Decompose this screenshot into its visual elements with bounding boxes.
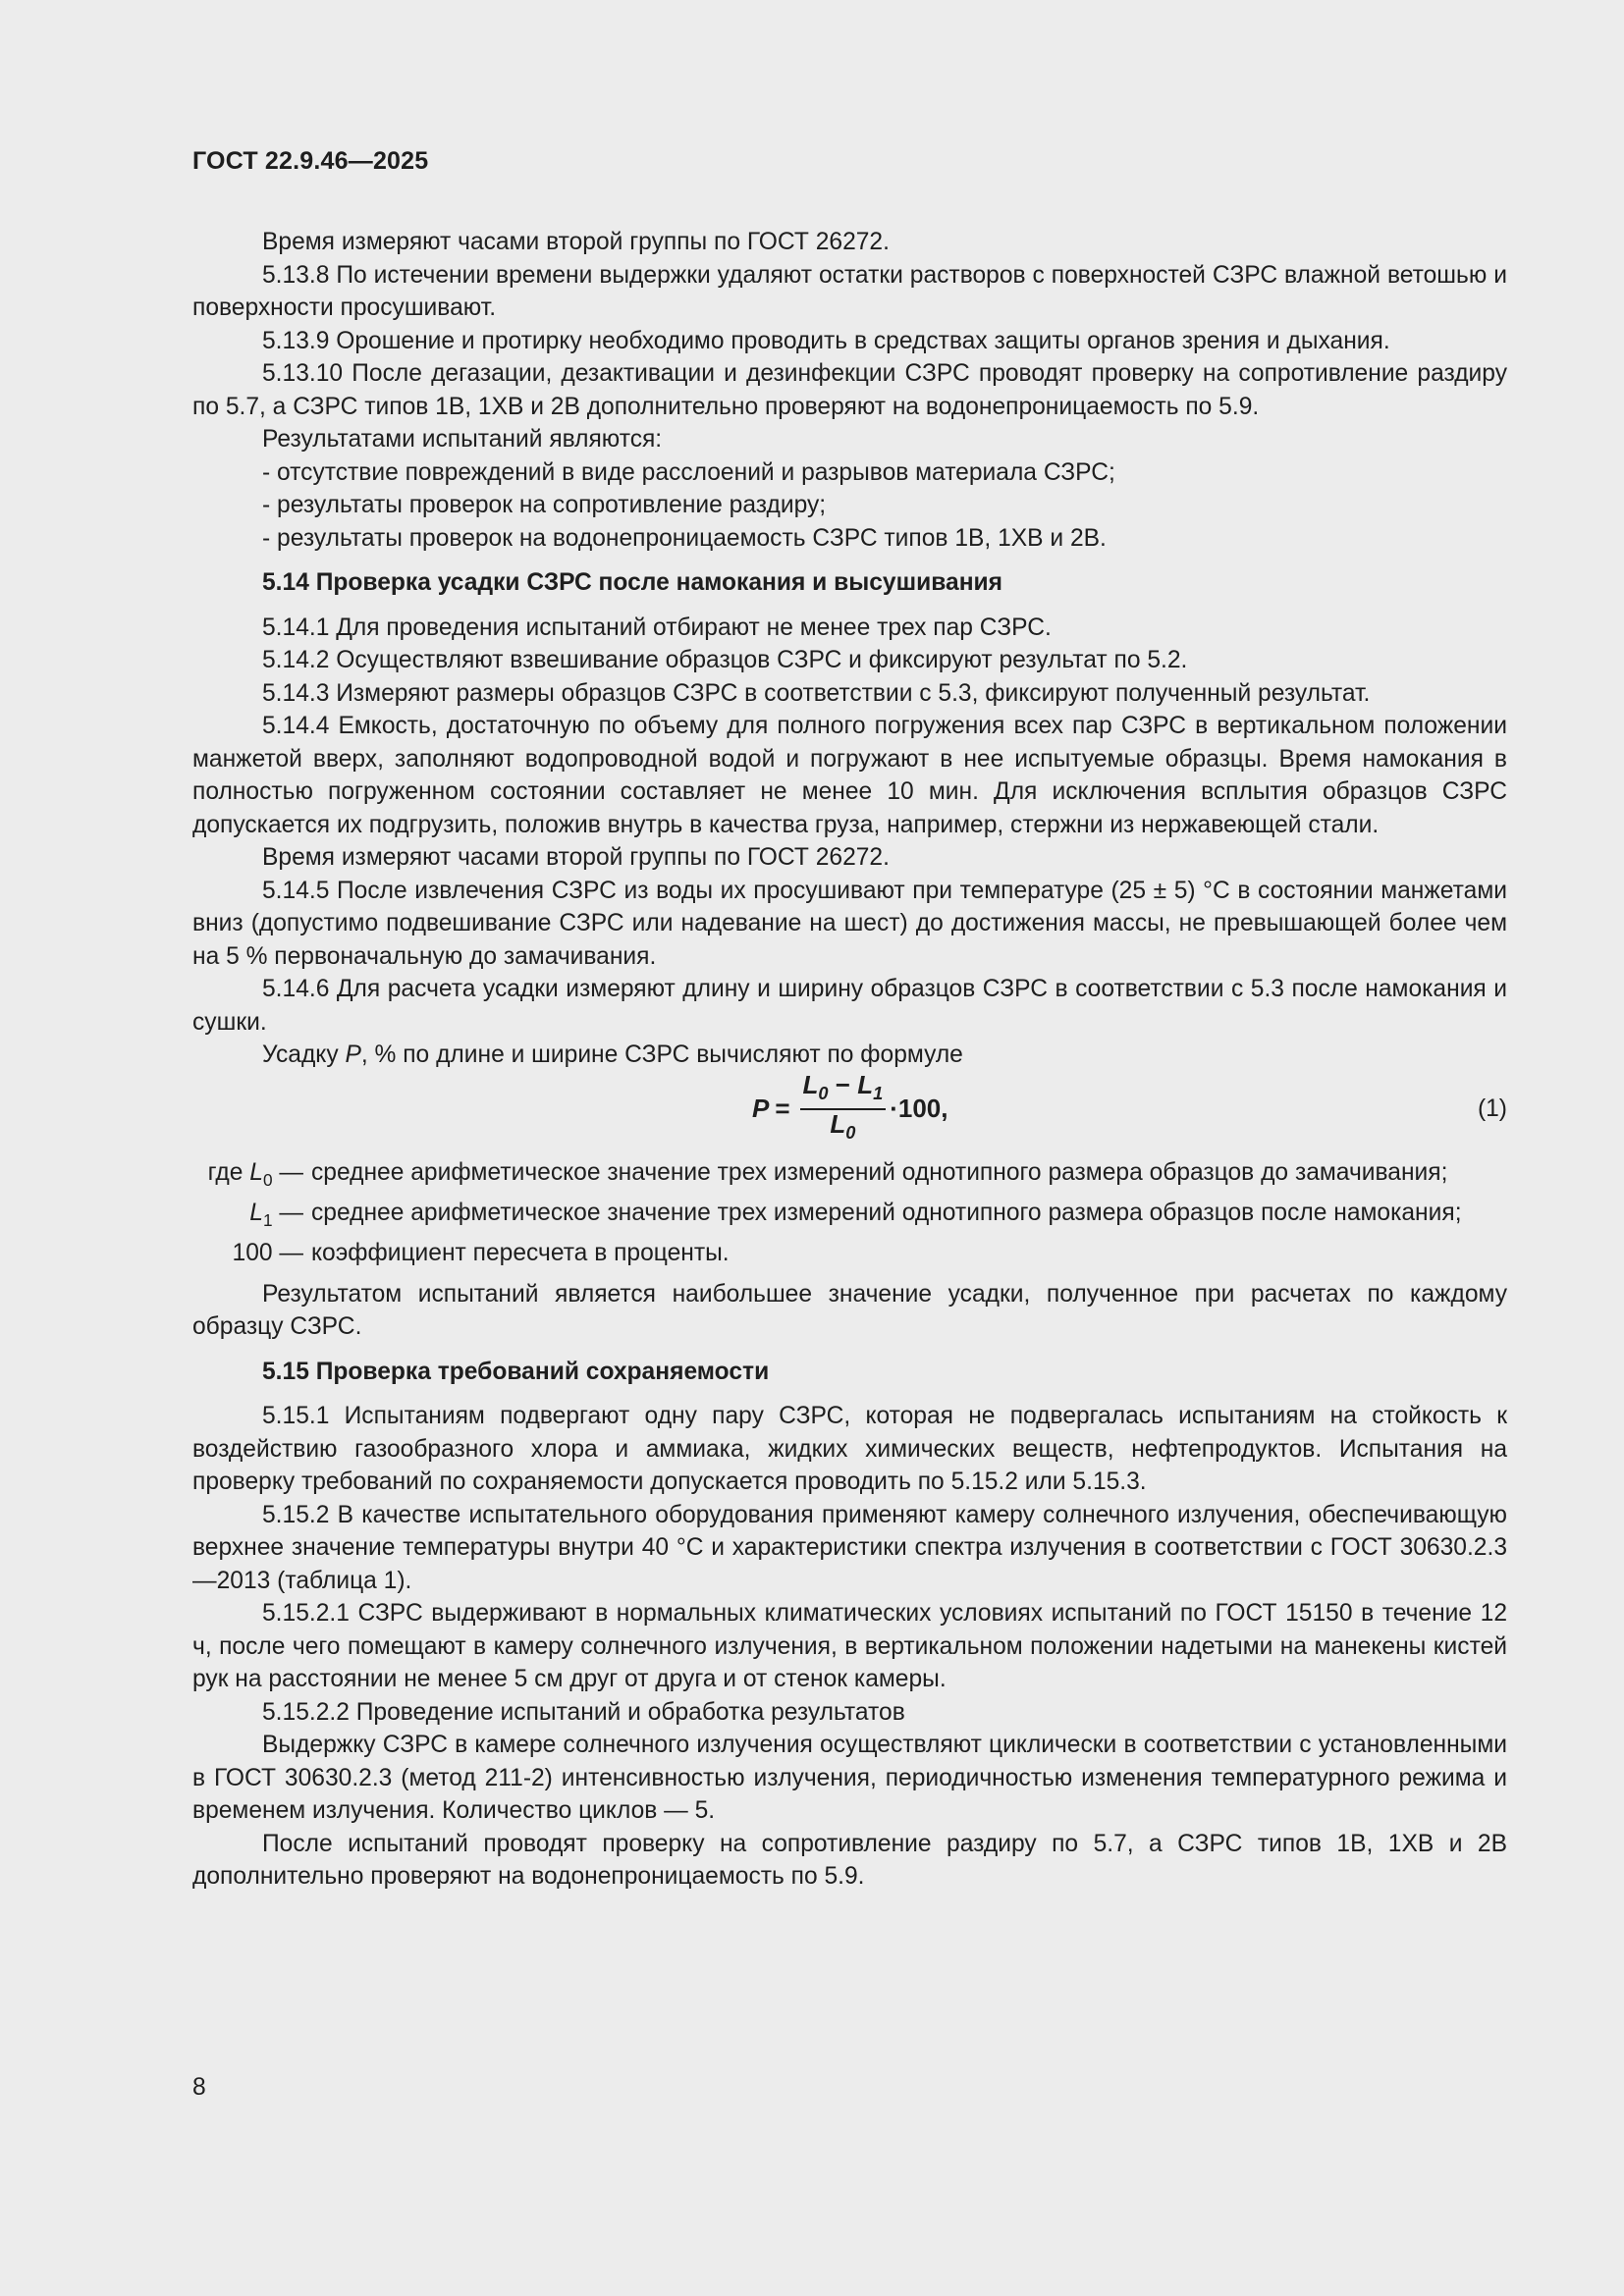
legend-description: среднее арифметическое значение трех измерений однотипного размера образцов до замачивания; xyxy=(311,1158,1448,1186)
paragraph: Время измеряют часами второй группы по ГОСТ 26272. xyxy=(262,229,890,255)
paragraph-5-15-1: 5.15.1 Испытаниям подвергают одну пару СЗРС, которая не подвергалась испытаниям на стойкость к воздействию газообразного хлора и аммиака, жидких химических веществ, нефтепродуктов. Испытания на проверку требований по сохраняемости допускается проводить по 5.15.2 или 5.15.3. xyxy=(192,1403,1507,1496)
paragraph-5-13-9: 5.13.9 Орошение и протирку необходимо проводить в средствах защиты органов зрения и дыхания. xyxy=(262,327,1390,354)
paragraph-5-14-2: 5.14.2 Осуществляют взвешивание образцов СЗРС и фиксируют результат по 5.2. xyxy=(262,647,1188,673)
paragraph: Время измеряют часами второй группы по ГОСТ 26272. xyxy=(262,844,890,871)
list-item: - результаты проверок на сопротивление раздиру; xyxy=(262,492,827,518)
paragraph-5-14-5: 5.14.5 После извлечения СЗРС из воды их просушивают при температуре (25 ± 5) °С в состоянии манжетами вниз (допустимо подвешивание СЗРС или надевание на шест) до достижения массы, не превышающей более чем на 5 % первоначальную до замачивания. xyxy=(192,877,1507,970)
paragraph-5-15-2-2: 5.15.2.2 Проведение испытаний и обработка результатов xyxy=(262,1698,905,1726)
formula-intro: Усадку P, % по длине и ширине СЗРС вычисляют по формуле xyxy=(262,1041,963,1068)
results-intro: Результатами испытаний являются: xyxy=(262,426,663,453)
paragraph: После испытаний проводят проверку на сопротивление раздиру по 5.7, а СЗРС типов 1В, 1ХВ и 2В дополнительно проверяют на водонепроницаемость по 5.9. xyxy=(192,1830,1507,1891)
result-paragraph: Результатом испытаний является наибольшее значение усадки, полученное при расчетах по каждому образцу СЗРС. xyxy=(192,1280,1507,1341)
paragraph-5-13-8: 5.13.8 По истечении времени выдержки удаляют остатки растворов с поверхностей СЗРС влажной ветошью и поверхности просушивают. xyxy=(192,261,1507,321)
formula-expression: P = $\frac{L_0 - L_1}{L_0}$ ·100, xyxy=(752,1076,947,1143)
list-item: - отсутствие повреждений в виде расслоений и разрывов материала СЗРС; xyxy=(262,458,1115,486)
paragraph-5-14-3: 5.14.3 Измеряют размеры образцов СЗРС в соответствии с 5.3, фиксируют полученный результат. xyxy=(262,679,1371,707)
paragraph-5-15-2: 5.15.2 В качестве испытательного оборудования применяют камеру солнечного излучения, обеспечивающую верхнее значение температуры внутри 40 °С и характеристики спектра излучения в соответствии с ГОСТ 30630.2.3—2013 (таблица 1). xyxy=(192,1501,1507,1594)
document-header: ГОСТ 22.9.46—2025 xyxy=(192,147,429,175)
legend-description: коэффициент пересчета в проценты. xyxy=(311,1240,730,1267)
paragraph-5-13-10: 5.13.10 После дегазации, дезактивации и дезинфекции СЗРС проводят проверку на сопротивление раздиру по 5.7, а СЗРС типов 1В, 1ХВ и 2В дополнительно проверяют на водонепроницаемость по 5.9. xyxy=(192,360,1507,420)
document-body xyxy=(192,226,1507,1894)
legend-symbol: $L_1$ — xyxy=(249,1199,303,1230)
paragraph-5-15-2-1: 5.15.2.1 СЗРС выдерживают в нормальных климатических условиях испытаний по ГОСТ 15150 в течение 12 ч, после чего помещают в камеру солнечного излучения, в вертикальном положении надетыми на манекены кистей рук на расстоянии не менее 5 см друг от друга и от стенок камеры. xyxy=(192,1600,1507,1693)
legend-symbol: 100 — xyxy=(232,1240,303,1267)
formula-1 xyxy=(192,1070,1507,1143)
formula-numerator: $L_0 - L_1$ xyxy=(800,1071,887,1109)
legend-symbol: где $L_0$ — xyxy=(207,1158,303,1190)
formula-fraction xyxy=(800,1071,887,1146)
paragraph-5-14-4: 5.14.4 Емкость, достаточную по объему для полного погружения всех пар СЗРС в вертикальном положении манжетой вверх, заполняют водопроводной водой и погружают в нее испытуемые образцы. Время намокания в полностью погруженном состоянии составляет не менее 10 мин. Для исключения всплытия образцов СЗРС допускается их подгрузить, положив внутрь в качества груза, например, стержни из нержавеющей стали. xyxy=(192,713,1507,838)
formula-legend xyxy=(192,1156,1507,1278)
paragraph: Выдержку СЗРС в камере солнечного излучения осуществляют циклически в соответствии с установленными в ГОСТ 30630.2.3 (метод 211-2) интенсивностью излучения, периодичностью изменения температурного режима и временем излучения. Количество циклов — 5. xyxy=(192,1732,1507,1825)
section-heading-5-15: 5.15 Проверка требований сохраняемости xyxy=(262,1358,770,1385)
section-heading-5-14: 5.14 Проверка усадки СЗРС после намокания и высушивания xyxy=(262,569,1003,596)
paragraph-5-14-1: 5.14.1 Для проведения испытаний отбирают не менее трех пар СЗРС. xyxy=(262,614,1052,641)
page-number: 8 xyxy=(192,2074,206,2101)
legend-description: среднее арифметическое значение трех измерений однотипного размера образцов после намокания; xyxy=(311,1199,1462,1226)
list-item: - результаты проверок на водонепроницаемость СЗРС типов 1В, 1ХВ и 2В. xyxy=(262,524,1107,552)
paragraph-5-14-6: 5.14.6 Для расчета усадки измеряют длину и ширину образцов СЗРС в соответствии с 5.3 после намокания и сушки. xyxy=(192,976,1507,1036)
formula-denominator: $L_0$ xyxy=(830,1108,856,1143)
formula-number: (1) xyxy=(1477,1095,1507,1122)
